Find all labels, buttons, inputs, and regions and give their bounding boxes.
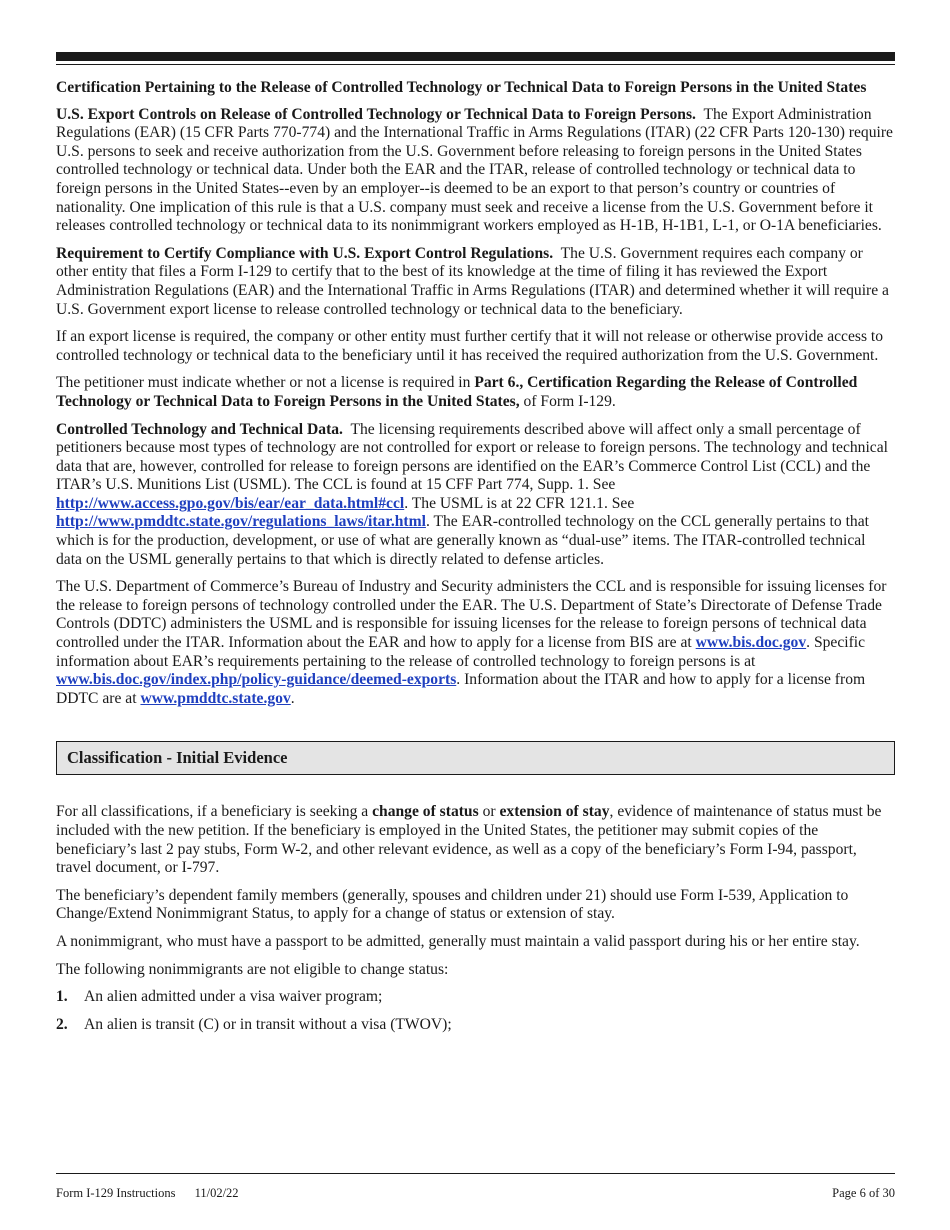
paragraph-certify-compliance (56, 245, 895, 319)
footer-form-info (56, 1186, 255, 1201)
section-header-classification (56, 741, 895, 775)
itar-link[interactable]: http://www.pmddtc.state.gov/regulations_laws/itar.html (56, 513, 426, 531)
list-number: 2. (56, 1015, 68, 1033)
top-thin-rule (56, 64, 895, 65)
paragraph-all-classifications: For all classifications, if a beneficiary is seeking a change of status or extension of stay, evidence of maintenance of status must be included with the new petition. If the beneficiary is employed in the United States, the petitioner may submit copies of the beneficiary’s last 2 pay stubs, Form W-2, and other relevant evidence, as well as a copy of the beneficiary’s Form I-94, passport, travel document, or I-797. (56, 803, 882, 877)
paragraph-export-controls (56, 106, 895, 236)
ccl-link[interactable]: http://www.access.gpo.gov/bis/ear/ear_data.html#ccl (56, 494, 405, 512)
list-item (56, 1016, 895, 1035)
page (56, 52, 895, 1043)
paragraph-dependents: The beneficiary’s dependent family members (generally, spouses and children under 21) should use Form I-539, Application to Change/Extend Nonimmigrant Status, to apply for a change of status or extension of stay. (56, 886, 849, 923)
paragraph-lead: U.S. Export Controls on Release of Controlled Technology or Technical Data to Foreign Persons. (56, 105, 696, 123)
top-thick-rule (56, 52, 895, 61)
list-text: An alien is transit (C) or in transit without a visa (TWOV); (84, 1015, 452, 1033)
content (56, 79, 895, 1034)
list-text: An alien admitted under a visa waiver program; (84, 988, 383, 1006)
page-footer (56, 1173, 895, 1201)
bis-link[interactable]: www.bis.doc.gov (695, 634, 807, 652)
list-number: 1. (56, 988, 68, 1006)
pmddtc-link[interactable]: www.pmddtc.state.gov (140, 689, 291, 707)
section-heading: Certification Pertaining to the Release of Controlled Technology or Technical Data to Foreign Persons in the United States (56, 79, 867, 96)
footer-form-name: Form I-129 Instructions (56, 1186, 176, 1200)
paragraph-not-eligible: The following nonimmigrants are not eligible to change status: (56, 960, 449, 978)
paragraph-text: The Export Administration Regulations (EAR) (15 CFR Parts 770-774) and the International Traffic in Arms Regulations (ITAR) (22 CFR Parts 120-130) require U.S. persons to seek and receive authorization from the U.S. Government before releasing to foreign persons in the United States controlled technology or technical data. Under both the EAR and the ITAR, release of controlled technology or technical data to foreign persons in the United States--even by an employer--is deemed to be an export to that person’s country or countries of nationality. One implication of this rule is that a U.S. company must seek and receive a license from the U.S. Government before it releases controlled technology or technical data to its nonimmigrant workers employed as H-1B, H-1B1, L-1, or O-1A beneficiaries. (56, 105, 893, 235)
part6-reference: Part 6., Certification Regarding the Release of Controlled Technology or Technical Data to Foreign Persons in the United States, (56, 374, 858, 410)
deemed-exports-link[interactable]: www.bis.doc.gov/index.php/policy-guidance/deemed-exports (56, 671, 457, 689)
list-item (56, 988, 895, 1007)
paragraph-lead: Controlled Technology and Technical Data. (56, 420, 343, 438)
paragraph-controlled-technology: Controlled Technology and Technical Data. The licensing requirements described above will affect only a small percentage of petitioners because most types of technology are not controlled for export or release to foreign persons. The technology and technical data that are, however, controlled for release to foreign persons are identified on the EAR’s Commerce Control List (CCL) and the ITAR’s U.S. Munitions List (USML). The CCL is found at 15 CFF Part 774, Supp. 1. See http://www.access.gpo.gov/bis/ear/ear_data.html#ccl. The USML is at 22 CFR 121.1. See http://www.pmddtc.state.gov/regulations_laws/itar.html. The EAR-controlled technology on the CCL generally pertains to that which is for the production, development, or use of what are generally known as “dual-use” items. The ITAR-controlled technical data on the USML generally pertains to that which is directly related to defense articles. (56, 420, 888, 568)
paragraph-export-license: If an export license is required, the company or other entity must further certify that it will not release or otherwise provide access to controlled technology or technical data to the beneficiary until it has received the required authorization from the U.S. Government. (56, 328, 884, 364)
paragraph-passport: A nonimmigrant, who must have a passport to be admitted, generally must maintain a valid passport during his or her entire stay. (56, 932, 860, 950)
paragraph-text: The U.S. Government requires each company or other entity that files a Form I-129 to certify that to the best of its knowledge at the time of filing it has reviewed the Export Administration Regulations (EAR) and the International Traffic in Arms Regulations (ITAR) and determined whether it will require a U.S. Government export license to release controlled technology or technical data to the beneficiary. (56, 244, 889, 318)
paragraph-petitioner: The petitioner must indicate whether or not a license is required in Part 6., Certification Regarding the Release of Controlled Technology or Technical Data to Foreign Persons in the United States, of Form I-129. (56, 374, 858, 410)
paragraph-commerce-department: The U.S. Department of Commerce’s Bureau of Industry and Security administers the CCL and is responsible for issuing licenses for the release to foreign persons of technology controlled under the EAR. The U.S. Department of State’s Directorate of Defense Trade Controls (DDTC) administers the USML and is responsible for issuing licenses for the release to foreign persons of technical data controlled under the ITAR. Information about the EAR and how to apply for a license from BIS are at www.bis.doc.gov. Specific information about EAR’s requirements pertaining to the release of controlled technology to foreign persons is at www.bis.doc.gov/index.php/policy-guidance/deemed-exports. Information about the ITAR and how to apply for a license from DDTC are at www.pmddtc.state.gov. (56, 578, 887, 707)
footer-page-number: Page 6 of 30 (832, 1186, 895, 1200)
section-title: Classification - Initial Evidence (67, 748, 288, 768)
paragraph-lead: Requirement to Certify Compliance with U.S. Export Control Regulations. (56, 244, 554, 262)
footer-edition-date: 11/02/22 (194, 1186, 239, 1200)
